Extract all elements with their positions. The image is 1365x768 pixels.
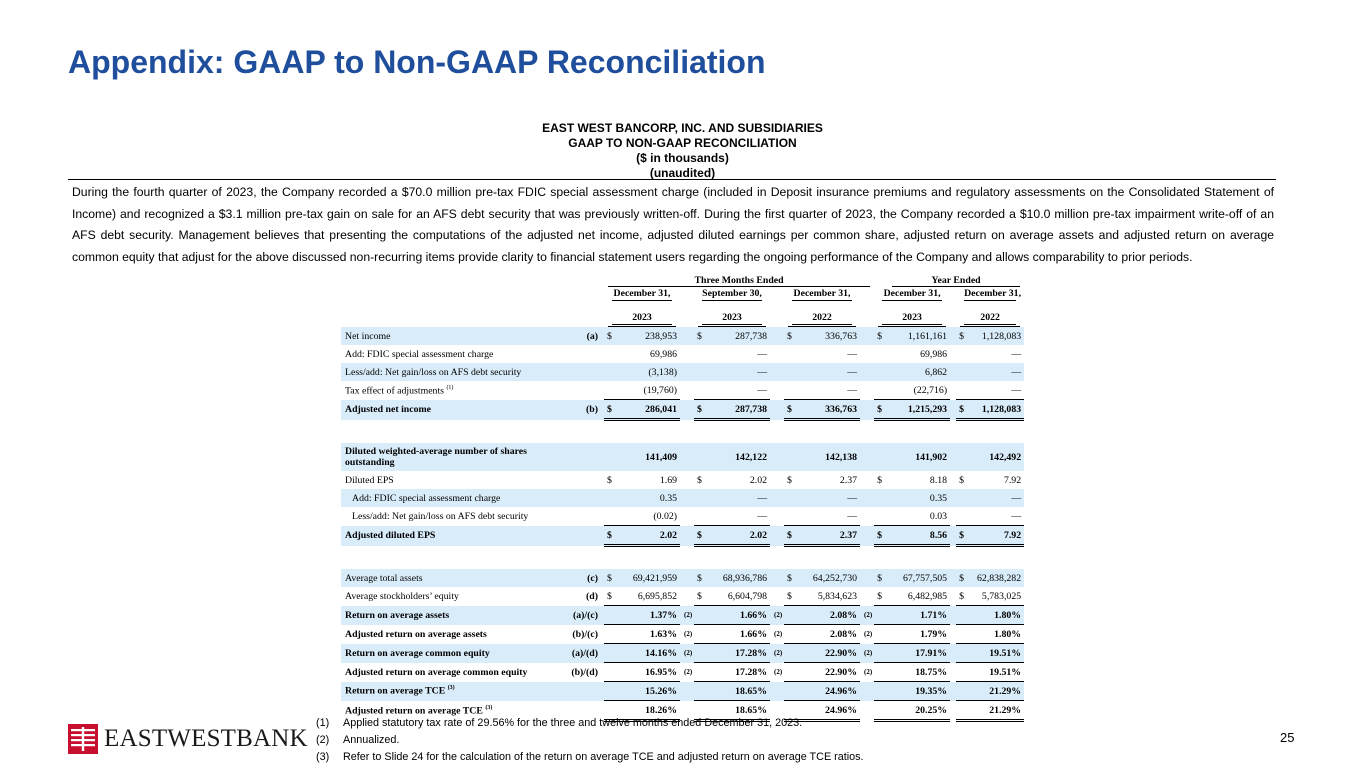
footnote: (3) Refer to Slide 24 for the calculation of the return on average TCE and adjusted return on average TCE ratios. — [316, 751, 864, 763]
table-row: Adjusted diluted EPS $ 2.02 $ 2.02 $ 2.37 $ 8.56 $ 7.92 — [341, 526, 1024, 546]
header-report-title: GAAP TO NON-GAAP RECONCILIATION — [568, 136, 797, 150]
footnotes — [316, 715, 864, 766]
footnote: (1) Applied statutory tax rate of 29.56% for the three and twelve months ended December 31, 2023. — [316, 717, 803, 729]
table-row: Adjusted return on average TCE $^{(3)}$ 18.26% 18.65% 24.96% 20.25% 21.29% — [341, 701, 1024, 721]
table-row: Less/add: Net gain/loss on AFS debt security (3,138) — — 6,862 — — [341, 363, 1024, 381]
group-header-row — [341, 274, 1024, 288]
header-units: ($ in thousands) — [636, 151, 729, 165]
col-header-2: September 30, 2023 — [698, 288, 766, 327]
table-row: Net income (a) $ 238,953 $ 287,738 $ 336,763 $ 1,161,161 $ 1,128,083 — [341, 327, 1024, 345]
bank-emblem-icon — [68, 724, 98, 754]
group-three-months: Three Months Ended — [608, 275, 870, 287]
table-row: Tax effect of adjustments $^{(1)}$ (19,760) — — (22,716) — — [341, 381, 1024, 400]
column-header-row — [341, 288, 1024, 327]
table-row: Adjusted return on average common equity (b)/(d) 16.95% (2) 17.28% (2) 22.90% (2) 18.75% 19.51% — [341, 663, 1024, 682]
bank-name: EASTWESTBANK — [104, 725, 308, 752]
table-row: Add: FDIC special assessment charge 0.35 — — 0.35 — — [341, 489, 1024, 507]
header-unaudited: (unaudited) — [649, 166, 716, 180]
report-header — [0, 121, 1365, 181]
table-row: Diluted weighted-average number of shares outstanding 141,409 142,122 142,138 141,902 142,492 — [341, 443, 1024, 471]
page-title: Appendix: GAAP to Non-GAAP Reconciliation — [68, 44, 766, 80]
table-row: Adjusted net income (b) $ 286,041 $ 287,738 $ 336,763 $ 1,215,293 $ 1,128,083 — [341, 400, 1024, 420]
header-divider — [68, 179, 1276, 180]
table-row: Average total assets (c) $ 69,421,959 $ 68,936,786 $ 64,252,730 $ 67,757,505 $ 62,838,282 — [341, 569, 1024, 587]
col-header-5: December 31, 2022 — [960, 288, 1020, 327]
header-company: EAST WEST BANCORP, INC. AND SUBSIDIARIES — [542, 121, 823, 135]
intro-paragraph: During the fourth quarter of 2023, the Company recorded a $70.0 million pre-tax FDIC special assessment charge (included in Deposit insurance premiums and regulatory assessments on the Consolidated Statement of Income) and recognized a $3.1 million pre-tax gain on sale for an AFS debt security that was previously written-off. During the first quarter of 2023, the Company recorded a $10.0 million pre-tax impairment write-off of an AFS debt security. Management believes that presenting the computations of the adjusted net income, adjusted diluted earnings per common share, adjusted return on average assets and adjusted return on average common equity that adjust for the above discussed non-recurring items provide clarity to financial statement users regarding the ongoing performance of the Company and allows comparability to prior periods. — [72, 185, 1274, 264]
page-number: 25 — [1280, 730, 1295, 745]
table-row: Average stockholders’ equity (d) $ 6,695,852 $ 6,604,798 $ 5,834,623 $ 6,482,985 $ 5,783,025 — [345, 590, 1022, 602]
table-row: Diluted EPS $ 1.69 $ 2.02 $ 2.37 $ 8.18 $ 7.92 — [345, 474, 1022, 486]
table-row: Adjusted return on average assets (b)/(c) 1.63% (2) 1.66% (2) 2.08% (2) 1.79% 1.80% — [341, 625, 1024, 644]
footnote: (2) Annualized. — [316, 734, 400, 746]
col-header-1: December 31, 2023 — [608, 288, 676, 327]
col-header-3: December 31, 2022 — [788, 288, 856, 327]
table-row: Add: FDIC special assessment charge 69,986 — — 69,986 — — [345, 348, 1022, 360]
east-west-bank-logo — [68, 724, 308, 754]
table-row: Less/add: Net gain/loss on AFS debt security (0.02) — — 0.03 — — [341, 507, 1024, 526]
table-row: Return on average common equity (a)/(d) 14.16% (2) 17.28% (2) 22.90% (2) 17.91% 19.51% — [341, 644, 1024, 663]
col-header-4: December 31, 2023 — [878, 288, 946, 327]
table-row: Return on average assets (a)/(c) 1.37% (2) 1.66% (2) 2.08% (2) 1.71% 1.80% — [341, 606, 1024, 625]
table-row: Return on average TCE $^{(3)}$ 15.26% 18.65% 24.96% 19.35% 21.29% — [341, 682, 1024, 701]
reconciliation-table — [341, 274, 1024, 722]
group-year-ended: Year Ended — [892, 275, 1020, 287]
